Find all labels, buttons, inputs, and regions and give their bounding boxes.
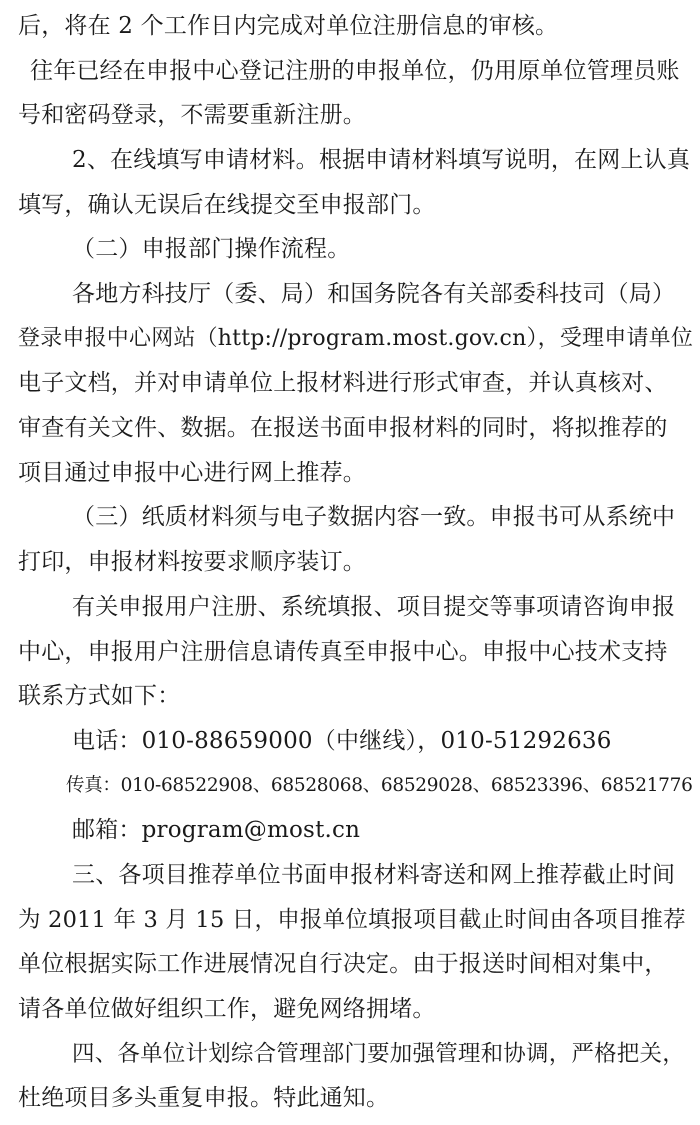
text-line: 四、各单位计划综合管理部门要加强管理和协调，严格把关， — [72, 1040, 685, 1067]
text-line: 电子文档，并对申请单位上报材料进行形式审查，并认真核对、 — [18, 370, 668, 397]
text-line: 2、在线填写申请材料。根据申请材料填写说明，在网上认真 — [72, 147, 691, 174]
text-line: 登录申报中心网站（http://program.most.gov.cn），受理申请单位 — [18, 325, 694, 351]
text-line: 审查有关文件、数据。在报送书面申报材料的同时，将拟推荐的 — [18, 415, 668, 442]
text-line: 杜绝项目多头重复申报。特此通知。 — [18, 1085, 390, 1112]
text-line: 有关申报用户注册、系统填报、项目提交等事项请咨询申报 — [72, 593, 676, 620]
contact-fax: 传真：010-68522908、68528068、68529028、68523396、68521776 — [66, 774, 693, 796]
text-line: 打印，申报材料按要求顺序装订。 — [18, 549, 366, 576]
text-line: 请各单位做好组织工作，避免网络拥堵。 — [18, 995, 436, 1022]
contact-email: 邮箱：program@most.cn — [72, 817, 361, 844]
text-line: 各地方科技厅（委、局）和国务院各有关部委科技司（局） — [72, 281, 676, 308]
section-heading: （三）纸质材料须与电子数据内容一致。申报书可从系统中 — [72, 504, 676, 531]
text-line: 项目通过申报中心进行网上推荐。 — [18, 459, 366, 486]
section-heading: （二）申报部门操作流程。 — [72, 236, 351, 263]
text-line: 往年已经在申报中心登记注册的申报单位，仍用原单位管理员账 — [30, 57, 680, 84]
text-line: 号和密码登录，不需要重新注册。 — [18, 102, 366, 129]
text-line: 单位根据实际工作进展情况自行决定。由于报送时间相对集中， — [18, 951, 668, 978]
text-line: 联系方式如下： — [18, 683, 181, 710]
text-line: 三、各项目推荐单位书面申报材料寄送和网上推荐截止时间 — [72, 861, 676, 888]
text-line: 后，将在 2 个工作日内完成对单位注册信息的审核。 — [18, 13, 559, 39]
contact-phone: 电话：010-88659000（中继线），010-51292636 — [72, 727, 612, 754]
text-line: 填写，确认无误后在线提交至申报部门。 — [18, 191, 436, 218]
text-line: 中心，申报用户注册信息请传真至申报中心。申报中心技术支持 — [18, 638, 668, 665]
text-line: 为 2011 年 3 月 15 日，申报单位填报项目截止时间由各项目推荐 — [18, 906, 686, 933]
